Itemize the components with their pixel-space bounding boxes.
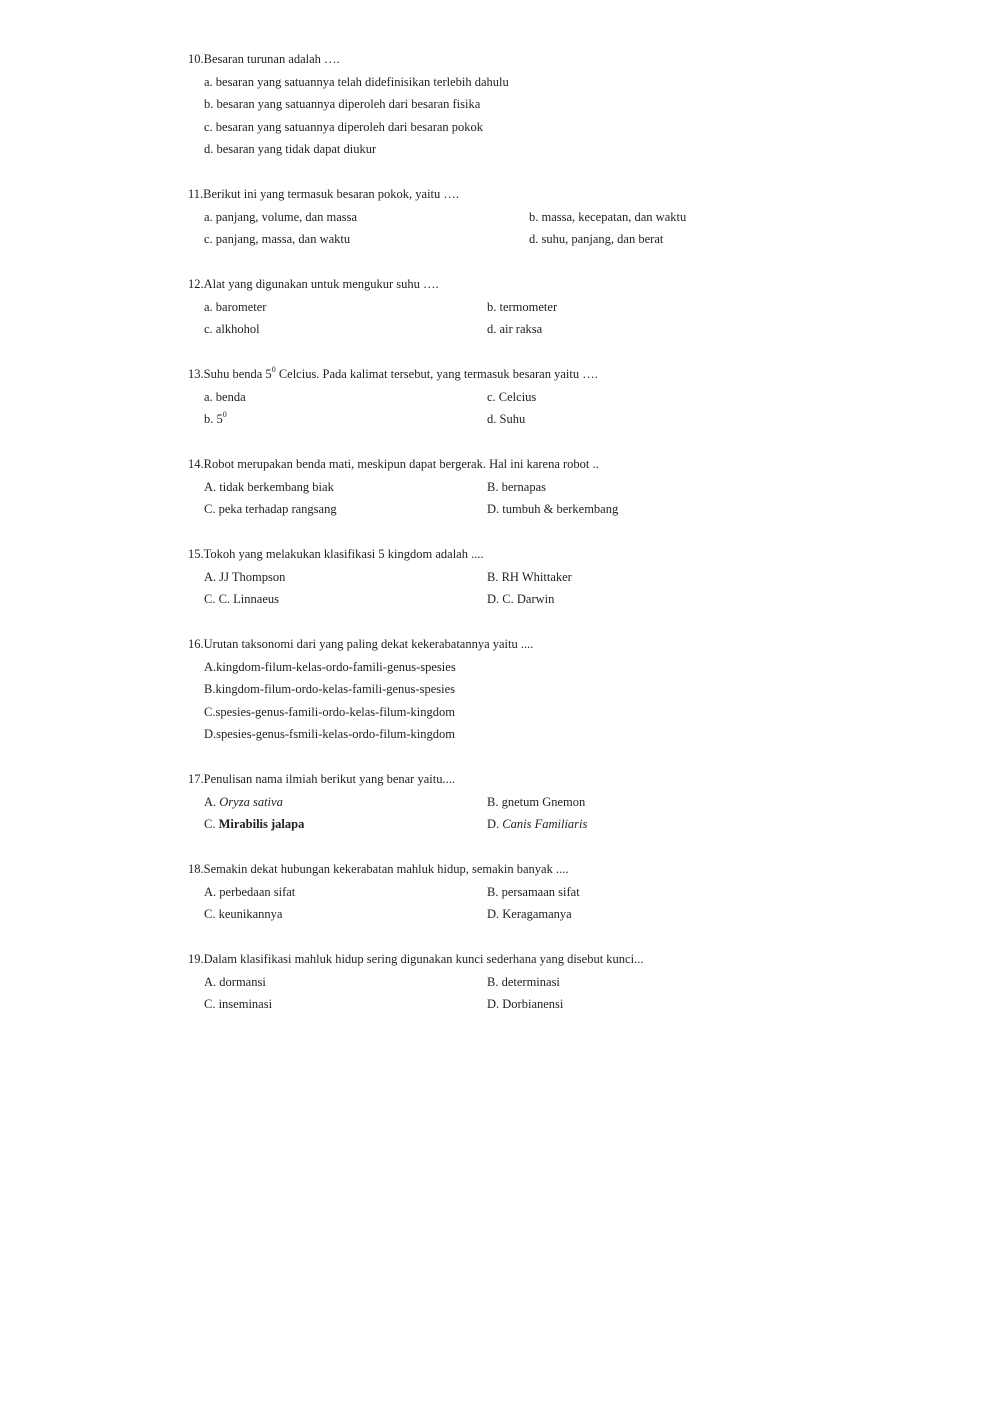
option-c[interactable]: c. Celcius: [487, 389, 537, 404]
degree-superscript: 0: [222, 409, 227, 419]
option-b[interactable]: b. besaran yang satuannya diperoleh dari besaran fisika: [204, 97, 481, 111]
stem-text-pre: 13.Suhu benda 5: [188, 367, 272, 381]
question-stem: 16.Urutan taksonomi dari yang paling dekat kekerabatannya yaitu ....: [188, 637, 534, 651]
option-d[interactable]: d. air raksa: [487, 322, 543, 336]
option-a[interactable]: A. tidak berkembang biak: [204, 479, 334, 494]
option-c[interactable]: C.spesies-genus-famili-ordo-kelas-filum-kingdom: [204, 704, 455, 719]
option-a[interactable]: A.kingdom-filum-kelas-ordo-famili-genus-spesies: [204, 659, 456, 674]
scientific-name: Canis Familiaris: [502, 817, 588, 831]
option-c[interactable]: c. besaran yang satuannya diperoleh dari besaran pokok: [204, 119, 484, 134]
question-stem: 15.Tokoh yang melakukan klasifikasi 5 kingdom adalah ....: [188, 547, 484, 561]
question-13: [188, 363, 598, 431]
option-a[interactable]: a. benda: [204, 389, 246, 404]
option-d[interactable]: D. tumbuh & berkembang: [487, 502, 619, 516]
option-d[interactable]: d. besaran yang tidak dapat diukur: [204, 142, 377, 156]
scientific-name: Mirabilis jalapa: [218, 817, 305, 831]
option-b[interactable]: b. massa, kecepatan, dan waktu: [529, 209, 687, 224]
option-letter: B.: [487, 794, 502, 809]
option-c[interactable]: C. inseminasi: [204, 997, 273, 1011]
question-16: [188, 633, 533, 746]
option-a[interactable]: [204, 791, 283, 814]
option-a[interactable]: A. perbedaan sifat: [204, 884, 296, 899]
option-b[interactable]: B. determinasi: [487, 974, 560, 989]
option-c[interactable]: C. keunikannya: [204, 907, 283, 921]
option-a[interactable]: a. besaran yang satuannya telah didefinisikan terlebih dahulu: [204, 74, 509, 89]
option-d[interactable]: D. Keragamanya: [487, 907, 572, 921]
question-10: [188, 48, 509, 161]
option-b[interactable]: B.kingdom-filum-ordo-kelas-famili-genus-spesies: [204, 682, 455, 696]
option-d[interactable]: D. C. Darwin: [487, 592, 555, 606]
option-a[interactable]: a. barometer: [204, 299, 267, 314]
question-stem: 10.Besaran turunan adalah ….: [188, 52, 340, 66]
question-18: [188, 858, 580, 926]
stem-text-post: Celcius. Pada kalimat tersebut, yang termasuk besaran yaitu ….: [275, 367, 598, 381]
option-a[interactable]: A. dormansi: [204, 974, 266, 989]
question-17: [188, 768, 588, 836]
question-14: [188, 453, 619, 521]
option-a[interactable]: a. panjang, volume, dan massa: [204, 209, 358, 224]
question-stem: [188, 363, 598, 386]
option-c[interactable]: c. panjang, massa, dan waktu: [204, 232, 351, 246]
option-d[interactable]: D.spesies-genus-fsmili-kelas-ordo-filum-kingdom: [204, 727, 455, 741]
question-stem: 19.Dalam klasifikasi mahluk hidup sering digunakan kunci sederhana yang disebut kunci...: [188, 952, 644, 966]
option-d[interactable]: D. Dorbianensi: [487, 997, 564, 1011]
question-12: [188, 273, 558, 341]
question-stem: 11.Berikut ini yang termasuk besaran pokok, yaitu ….: [188, 187, 460, 201]
option-letter: C.: [204, 817, 219, 831]
question-stem: 18.Semakin dekat hubungan kekerabatan mahluk hidup, semakin banyak ....: [188, 862, 569, 876]
option-d[interactable]: [487, 813, 587, 836]
option-d[interactable]: d. Suhu: [487, 412, 526, 426]
option-letter: A.: [204, 794, 220, 809]
option-b[interactable]: b. termometer: [487, 299, 558, 314]
option-b[interactable]: B. RH Whittaker: [487, 569, 572, 584]
option-d[interactable]: d. suhu, panjang, dan berat: [529, 232, 664, 246]
question-stem: 14.Robot merupakan benda mati, meskipun dapat bergerak. Hal ini karena robot ..: [188, 457, 599, 471]
option-c[interactable]: [204, 813, 304, 836]
option-c[interactable]: c. alkhohol: [204, 322, 260, 336]
option-b-text: b. 5: [204, 412, 223, 426]
question-stem: 12.Alat yang digunakan untuk mengukur suhu ….: [188, 277, 439, 291]
option-letter: D.: [487, 817, 503, 831]
option-b[interactable]: B. bernapas: [487, 479, 547, 494]
degree-superscript: 0: [271, 364, 276, 374]
scientific-name: Oryza sativa: [219, 794, 283, 809]
scientific-name: gnetum Gnemon: [501, 794, 586, 809]
option-a[interactable]: A. JJ Thompson: [204, 569, 286, 584]
option-c[interactable]: C. C. Linnaeus: [204, 592, 279, 606]
option-b[interactable]: [204, 408, 227, 431]
option-b[interactable]: [487, 791, 585, 814]
question-15: [188, 543, 572, 611]
question-11: [188, 183, 687, 251]
option-b[interactable]: B. persamaan sifat: [487, 884, 580, 899]
option-c[interactable]: C. peka terhadap rangsang: [204, 502, 337, 516]
question-stem: 17.Penulisan nama ilmiah berikut yang benar yaitu....: [188, 772, 455, 786]
question-19: [188, 948, 643, 1016]
